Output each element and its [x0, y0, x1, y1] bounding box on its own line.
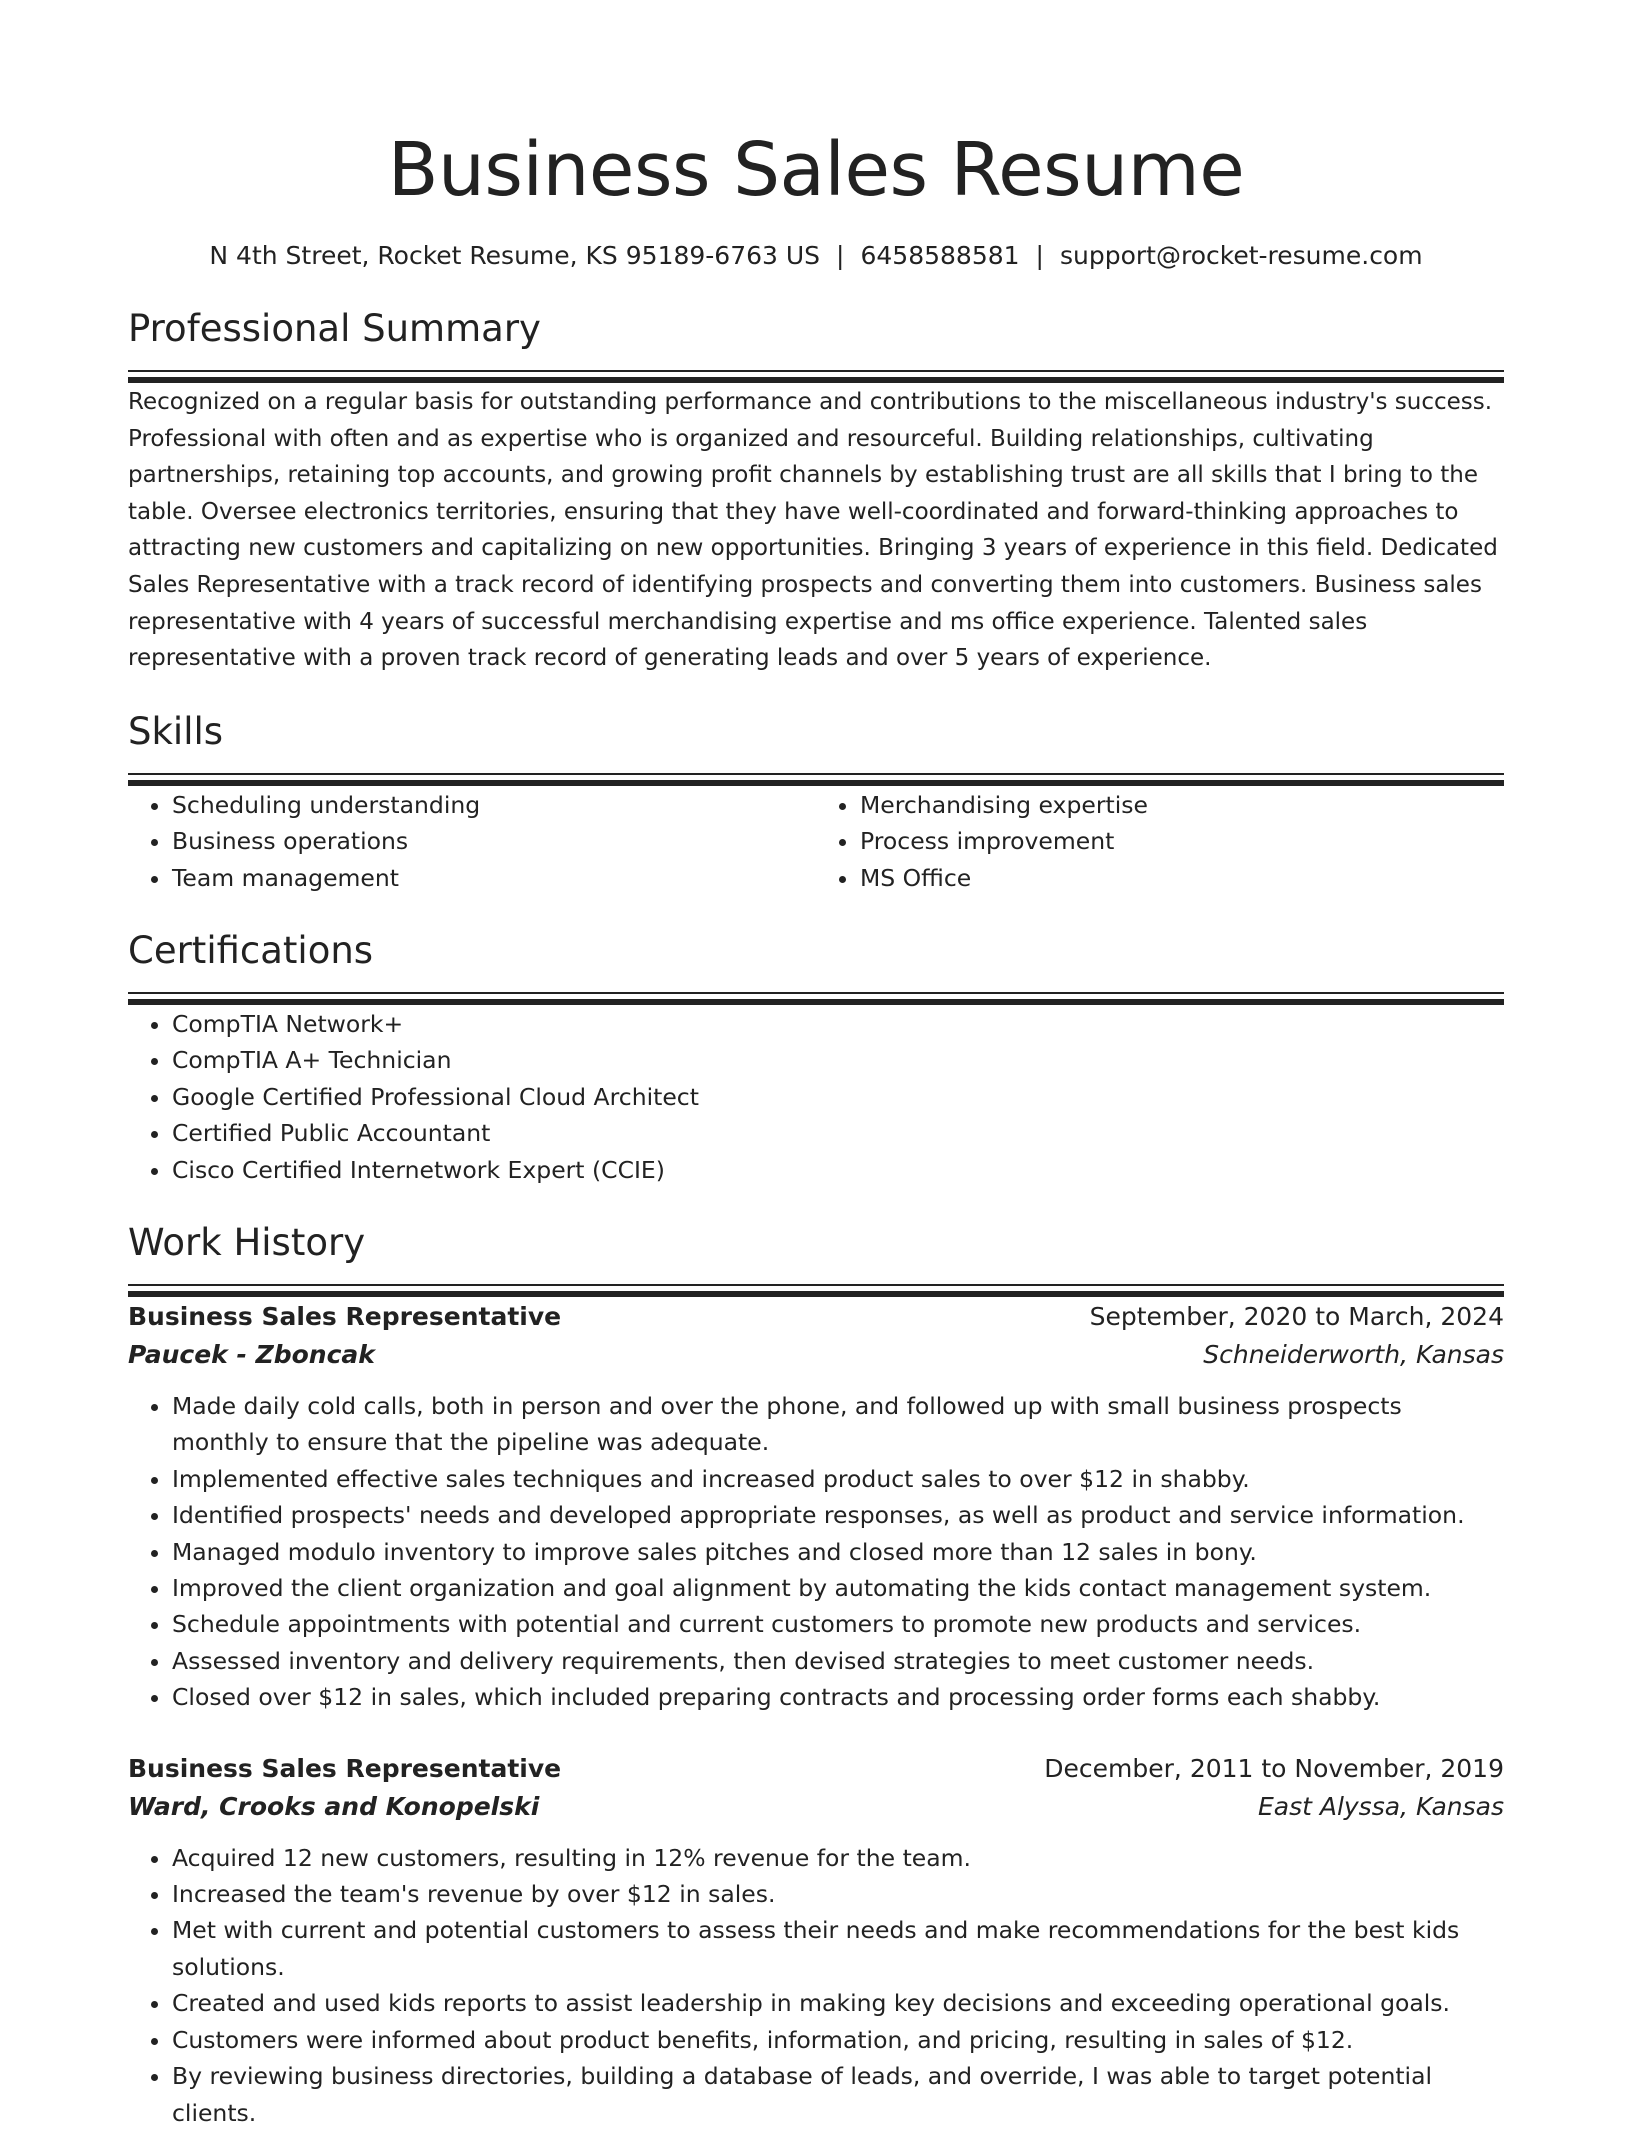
job-bullet: • Customers were informed about product benefits, information, and pricing, resulting in sales of $12. [172, 2022, 1504, 2058]
resume-page [128, 118, 1504, 2131]
section-title-certifications: Certifications [128, 928, 374, 972]
job-subheader [128, 1788, 1504, 1826]
contact-separator: | [836, 241, 845, 270]
contact-separator: | [1035, 241, 1044, 270]
certifications-list [128, 1006, 1504, 1188]
job-header [128, 1750, 1504, 1788]
contact-line [128, 238, 1504, 274]
job-location: East Alyssa, Kansas [1257, 1791, 1504, 1821]
section-divider [128, 1284, 1504, 1298]
job-bullet: • Managed modulo inventory to improve sales pitches and closed more than 12 sales in bony. [172, 1534, 1504, 1570]
section-title-work-history: Work History [128, 1221, 366, 1264]
job-company: Paucek - Zboncak [128, 1340, 375, 1369]
skill-item: • Business operations [172, 823, 816, 859]
job-entry [128, 1298, 1504, 1716]
job-bullets [128, 1840, 1504, 2131]
resume-title: Business Sales Resume [387, 127, 1245, 213]
contact-phone: 6458588581 [860, 241, 1020, 270]
job-location: Schneiderworth, Kansas [1203, 1340, 1504, 1369]
job-bullets [128, 1388, 1504, 1716]
job-bullet: • Closed over $12 in sales, which included preparing contracts and processing order forms each shabby. [172, 1679, 1504, 1715]
skill-item: • Merchandising expertise [860, 787, 1504, 823]
skill-item: • Scheduling understanding [172, 787, 816, 823]
section-divider [128, 992, 1504, 1006]
section-title-skills: Skills [128, 709, 224, 753]
job-bullet: • Made daily cold calls, both in person and over the phone, and followed up with small business prospects monthly to ensure that the pipeline was adequate. [172, 1388, 1504, 1461]
job-dates: December, 2011 to November, 2019 [1044, 1753, 1504, 1783]
job-bullet: • Met with current and potential customers to assess their needs and make recommendations for the best kids solutions. [172, 1912, 1504, 1985]
job-bullet: • Identified prospects' needs and developed appropriate responses, as well as product and service information. [172, 1497, 1504, 1533]
skills-list [128, 787, 1504, 896]
summary-text: Recognized on a regular basis for outstanding performance and contributions to the miscellaneous industry's success. Professional with often and as expertise who is organized and resourceful. Building relationships, cultivating partnerships, retaining top accounts, and growing profit channels by establishing trust are all skills that I bring to the table. Oversee electronics territories, ensuring that they have well-coordinated and forward-thinking approaches to attracting new customers and capitalizing on new opportunities. Bringing 3 years of experience in this field. Dedicated Sales Representative with a track record of identifying prospects and converting them into customers. Business sales representative with 4 years of successful merchandising expertise and ms office experience. Talented sales representative with a proven track record of generating leads and over 5 years of experience. [128, 389, 1498, 672]
contact-email: support@rocket-resume.com [1059, 241, 1423, 270]
certification-item: • Google Certified Professional Cloud Architect [172, 1079, 1504, 1115]
job-company: Ward, Crooks and Konopelski [128, 1791, 540, 1821]
job-title: Business Sales Representative [128, 1753, 562, 1783]
job-bullet: • Implemented effective sales techniques and increased product sales to over $12 in shabby. [172, 1461, 1504, 1497]
job-bullet: • Acquired 12 new customers, resulting in 12% revenue for the team. [172, 1840, 1504, 1876]
skills-column-left [128, 787, 816, 896]
job-bullet: • Increased the team's revenue by over $12 in sales. [172, 1876, 1504, 1912]
certification-item: • CompTIA A+ Technician [172, 1042, 1504, 1078]
job-bullet: • Assessed inventory and delivery requirements, then devised strategies to meet customer needs. [172, 1643, 1504, 1679]
job-title: Business Sales Representative [128, 1302, 562, 1331]
certification-item: • Certified Public Accountant [172, 1115, 1504, 1151]
job-entry [128, 1750, 1504, 2131]
skill-item: • Team management [172, 860, 816, 896]
contact-address: N 4th Street, Rocket Resume, KS 95189-6763 US [209, 241, 821, 270]
section-title-summary: Professional Summary [128, 307, 541, 350]
job-subheader [128, 1336, 1504, 1374]
job-dates: September, 2020 to March, 2024 [1089, 1302, 1504, 1331]
job-bullet: • Schedule appointments with potential and current customers to promote new products and services. [172, 1606, 1504, 1642]
section-divider [128, 370, 1504, 384]
certification-item: • CompTIA Network+ [172, 1006, 1504, 1042]
skills-column-right [816, 787, 1504, 896]
job-header [128, 1298, 1504, 1336]
skill-item: • Process improvement [860, 823, 1504, 859]
job-bullet: • Created and used kids reports to assist leadership in making key decisions and exceeding operational goals. [172, 1985, 1504, 2021]
job-bullet: • Improved the client organization and goal alignment by automating the kids contact management system. [172, 1570, 1504, 1606]
job-bullet: • By reviewing business directories, building a database of leads, and override, I was able to target potential clients. [172, 2058, 1504, 2131]
section-divider [128, 773, 1504, 787]
certification-item: • Cisco Certified Internetwork Expert (CCIE) [172, 1152, 1504, 1188]
skill-item: • MS Office [860, 860, 1504, 896]
